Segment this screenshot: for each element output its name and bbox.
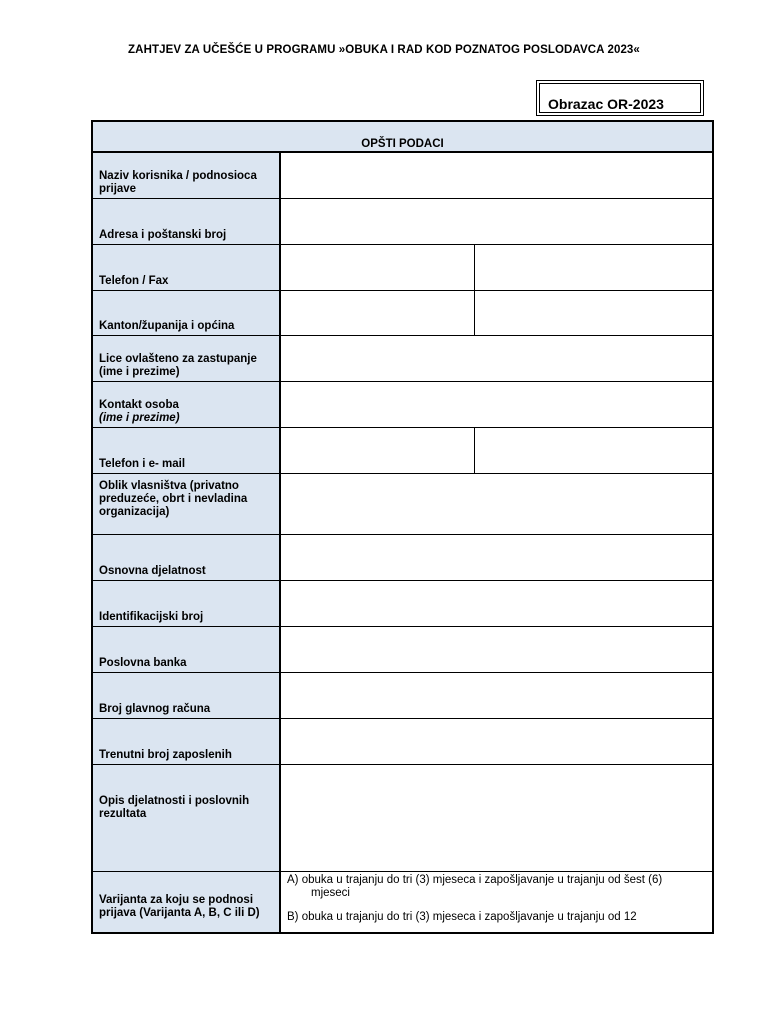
variant-option-a[interactable]	[281, 872, 712, 900]
form-code-box	[539, 83, 701, 113]
applicant-name-label: Naziv korisnika / podnosioca prijave	[92, 152, 280, 198]
representative-field[interactable]	[280, 335, 713, 381]
employees-field[interactable]	[280, 718, 713, 764]
canton-field[interactable]	[280, 290, 474, 335]
variant-option-b-text: B) obuka u trajanju do tri (3) mjeseca i zapošljavanje u trajanju od 12	[287, 910, 637, 923]
form-code: Obrazac OR-2023	[548, 96, 664, 112]
main-activity-label: Osnovna djelatnost	[92, 534, 280, 580]
representative-label-line1: Lice ovlašteno za zastupanje	[99, 352, 257, 365]
contact-label	[92, 381, 280, 427]
ownership-field[interactable]	[280, 473, 713, 534]
document-title: ZAHTJEV ZA UČEŠĆE U PROGRAMU »OBUKA I RAD KOD POZNATOG POSLODAVCA 2023«	[128, 44, 640, 56]
representative-label	[92, 335, 280, 381]
contact-label-line2: (ime i prezime)	[99, 411, 180, 424]
phone-field[interactable]	[280, 244, 474, 290]
general-data-table	[91, 120, 714, 934]
variant-option-b[interactable]	[281, 909, 712, 924]
main-activity-field[interactable]	[280, 534, 713, 580]
phone-email-label: Telefon i e- mail	[92, 427, 280, 473]
municipality-field[interactable]	[474, 290, 713, 335]
representative-label-line2: (ime i prezime)	[99, 365, 180, 378]
fax-field[interactable]	[474, 244, 713, 290]
id-number-field[interactable]	[280, 580, 713, 626]
bank-field[interactable]	[280, 626, 713, 672]
ownership-label: Oblik vlasništva (privatno preduzeće, obrt i nevladina organizacija)	[92, 473, 280, 534]
phone-fax-label: Telefon / Fax	[92, 244, 280, 290]
id-number-label: Identifikacijski broj	[92, 580, 280, 626]
bank-label: Poslovna banka	[92, 626, 280, 672]
variant-options	[280, 871, 713, 933]
employees-label: Trenutni broj zaposlenih	[92, 718, 280, 764]
account-field[interactable]	[280, 672, 713, 718]
contact-email-field[interactable]	[474, 427, 713, 473]
address-field[interactable]	[280, 198, 713, 244]
variant-option-a-text: A) obuka u trajanju do tri (3) mjeseca i zapošljavanje u trajanju od šest (6)	[287, 873, 663, 886]
contact-phone-field[interactable]	[280, 427, 474, 473]
section-title: OPŠTI PODACI	[92, 121, 713, 152]
canton-label: Kanton/županija i općina	[92, 290, 280, 335]
contact-field[interactable]	[280, 381, 713, 427]
account-label: Broj glavnog računa	[92, 672, 280, 718]
description-field[interactable]	[280, 764, 713, 871]
variant-option-a-cont: mjeseci	[311, 886, 350, 899]
description-label: Opis djelatnosti i poslovnih rezultata	[92, 764, 280, 871]
variant-label: Varijanta za koju se podnosi prijava (Varijanta A, B, C ili D)	[92, 871, 280, 933]
contact-label-line1: Kontakt osoba	[99, 398, 179, 411]
address-label: Adresa i poštanski broj	[92, 198, 280, 244]
applicant-name-field[interactable]	[280, 152, 713, 198]
